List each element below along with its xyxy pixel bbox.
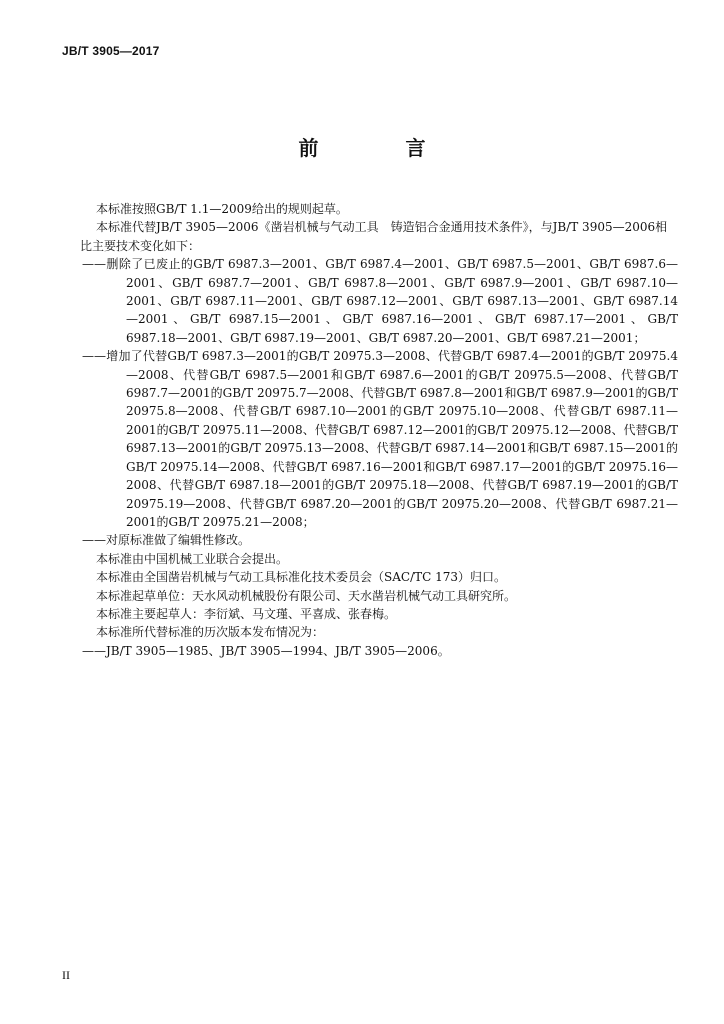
standard-code: JB/T 3905—2017 [62, 44, 160, 58]
foreword-body [80, 200, 678, 660]
paragraph-drafting-rules: 本标准按照GB/T 1.1—2009给出的规则起草。 [96, 202, 348, 216]
paragraph-replacement: 本标准代替JB/T 3905—2006《凿岩机械与气动工具 铸造铝合金通用技术条件》，与JB/T 3905—2006相比主要技术变化如下： [80, 220, 668, 253]
page-number: II [62, 968, 70, 982]
list-item: ——对原标准做了编辑性修改。 [82, 533, 251, 548]
page-title: 前 言 [298, 136, 466, 160]
history-item: ——JB/T 3905—1985、JB/T 3905—1994、JB/T 3905—2006。 [82, 643, 450, 658]
list-item: ——删除了已废止的GB/T 6987.3—2001、GB/T 6987.4—2001、GB/T 6987.5—2001、GB/T 6987.6—2001、GB/T 6987.7—2001、GB/T 6987.8—2001、GB/T 6987.9—2001、GB/T 6987.10—2001、GB/T 6987.11—2001、GB/T 6987.12—2001、GB/T 6987.13—2001、GB/T 6987.14—2001、GB/T 6987.15—2001、GB/T 6987.16—2001、GB/T 6987.17—2001、GB/T 6987.18—2001、GB/T 6987.19—2001、GB/T 6987.20—2001、GB/T 6987.21—2001； [82, 257, 678, 345]
paragraph-committee: 本标准由全国凿岩机械与气动工具标准化技术委员会（SAC/TC 173）归口。 [96, 570, 507, 585]
changes-list [80, 255, 678, 550]
paragraph-drafting-units: 本标准起草单位：天水风动机械股份有限公司、天水凿岩机械气动工具研究所。 [96, 588, 517, 603]
paragraph-history-intro: 本标准所代替标准的历次版本发布情况为： [96, 625, 325, 640]
list-item: ——增加了代替GB/T 6987.3—2001的GB/T 20975.3—2008、代替GB/T 6987.4—2001的GB/T 20975.4—2008、代替GB/T 6987.5—2001和GB/T 6987.6—2001的GB/T 20975.5—2008、代替GB/T 6987.7—2001的GB/T 20975.7—2008、代替GB/T 6987.8—2001和GB/T 6987.9—2001的GB/T 20975.8—2008、代替GB/T 6987.10—2001的GB/T 20975.10—2008、代替GB/T 6987.11—2001的GB/T 20975.11—2008、代替GB/T 6987.12—2001的GB/T 20975.12—2008、代替GB/T 6987.13—2001的GB/T 20975.13—2008、代替GB/T 6987.14—2001和GB/T 6987.15—2001的GB/T 20975.14—2008、代替GB/T 6987.16—2001和GB/T 6987.17—2001的GB/T 20975.16—2008、代替GB/T 6987.18—2001的GB/T 20975.18—2008、代替GB/T 6987.19—2001的GB/T 20975.19—2008、代替GB/T 6987.20—2001的GB/T 20975.20—2008、代替GB/T 6987.21—2001的GB/T 20975.21—2008； [82, 349, 678, 529]
paragraph-proposer: 本标准由中国机械工业联合会提出。 [96, 551, 289, 566]
paragraph-drafters: 本标准主要起草人：李衍斌、马文瑾、平喜成、张春梅。 [96, 606, 397, 621]
